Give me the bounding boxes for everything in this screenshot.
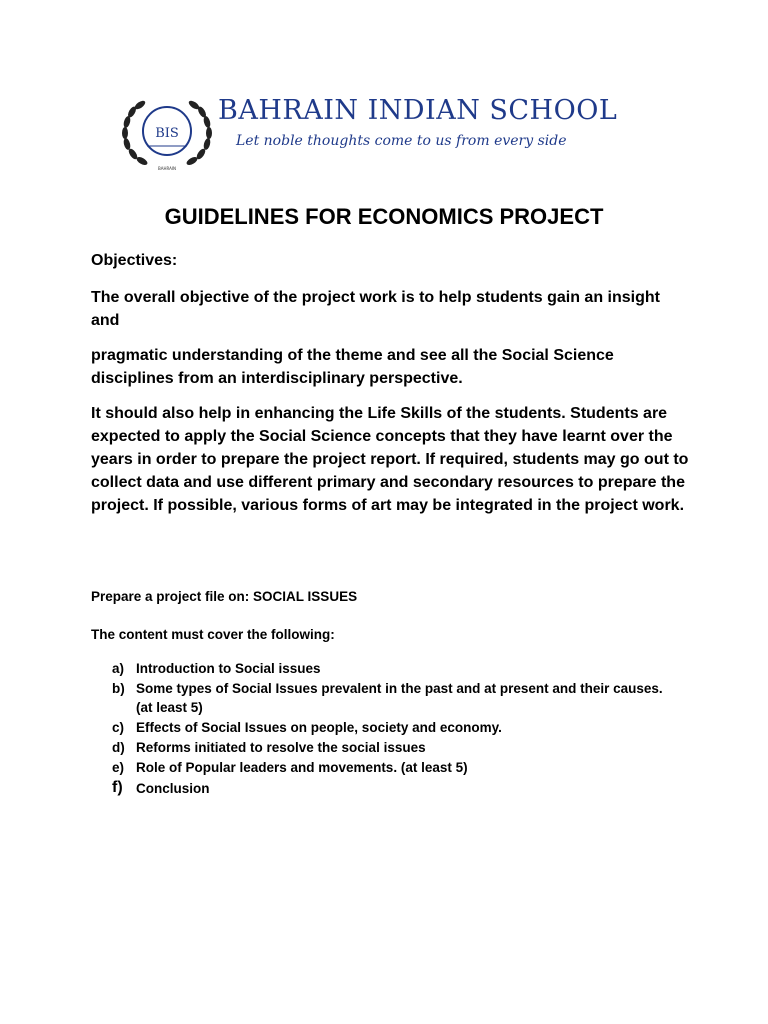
list-item-text: Reforms initiated to resolve the social issues (136, 740, 426, 755)
content-line: The content must cover the following: (91, 627, 335, 642)
school-name: BAHRAIN INDIAN SCHOOL (218, 95, 618, 126)
list-item-text: Some types of Social Issues prevalent in the past and at present and their causes. (at least 5) (136, 681, 663, 715)
list-item (112, 659, 672, 678)
list-item-text: Effects of Social Issues on people, society and economy. (136, 720, 502, 735)
prepare-line: Prepare a project file on: SOCIAL ISSUES (91, 589, 358, 604)
list-item (112, 679, 672, 717)
list-marker: b) (112, 681, 125, 696)
school-tagline: Let noble thoughts come to us from every side (236, 133, 567, 149)
list-item-text: Role of Popular leaders and movements. (at least 5) (136, 760, 468, 775)
page-title: GUIDELINES FOR ECONOMICS PROJECT (164, 204, 604, 229)
logo-initials: BIS (155, 126, 179, 141)
logo-subtext: BAHRAIN (157, 166, 177, 171)
paragraph-2: pragmatic understanding of the theme and see all the Social Science disciplines from an interdisciplinary perspective. (91, 347, 614, 387)
list-item (112, 718, 672, 737)
list-item-text: Introduction to Social issues (136, 661, 321, 676)
list-marker: c) (112, 720, 125, 735)
list-item (112, 738, 672, 757)
list-item (112, 779, 672, 798)
school-header (118, 92, 658, 174)
paragraph-1: The overall objective of the project work is to help students gain an insight and (91, 289, 660, 329)
content-list (112, 659, 672, 799)
school-logo (118, 92, 216, 174)
list-marker: f) (112, 779, 123, 796)
list-item-text: Conclusion (136, 781, 210, 796)
list-marker: a) (112, 661, 125, 676)
list-item (112, 758, 672, 777)
objectives-heading: Objectives: (91, 252, 178, 269)
paragraph-3: It should also help in enhancing the Life Skills of the students. Students are expected to apply the Social Science concepts that they have learnt over the years in order to prepare the project report. If required, students may go out to collect data and use different primary and secondary resources to prepare the project. If possible, various forms of art may be integrated in the project work. (91, 405, 689, 514)
list-marker: e) (112, 760, 125, 775)
list-marker: d) (112, 740, 125, 755)
